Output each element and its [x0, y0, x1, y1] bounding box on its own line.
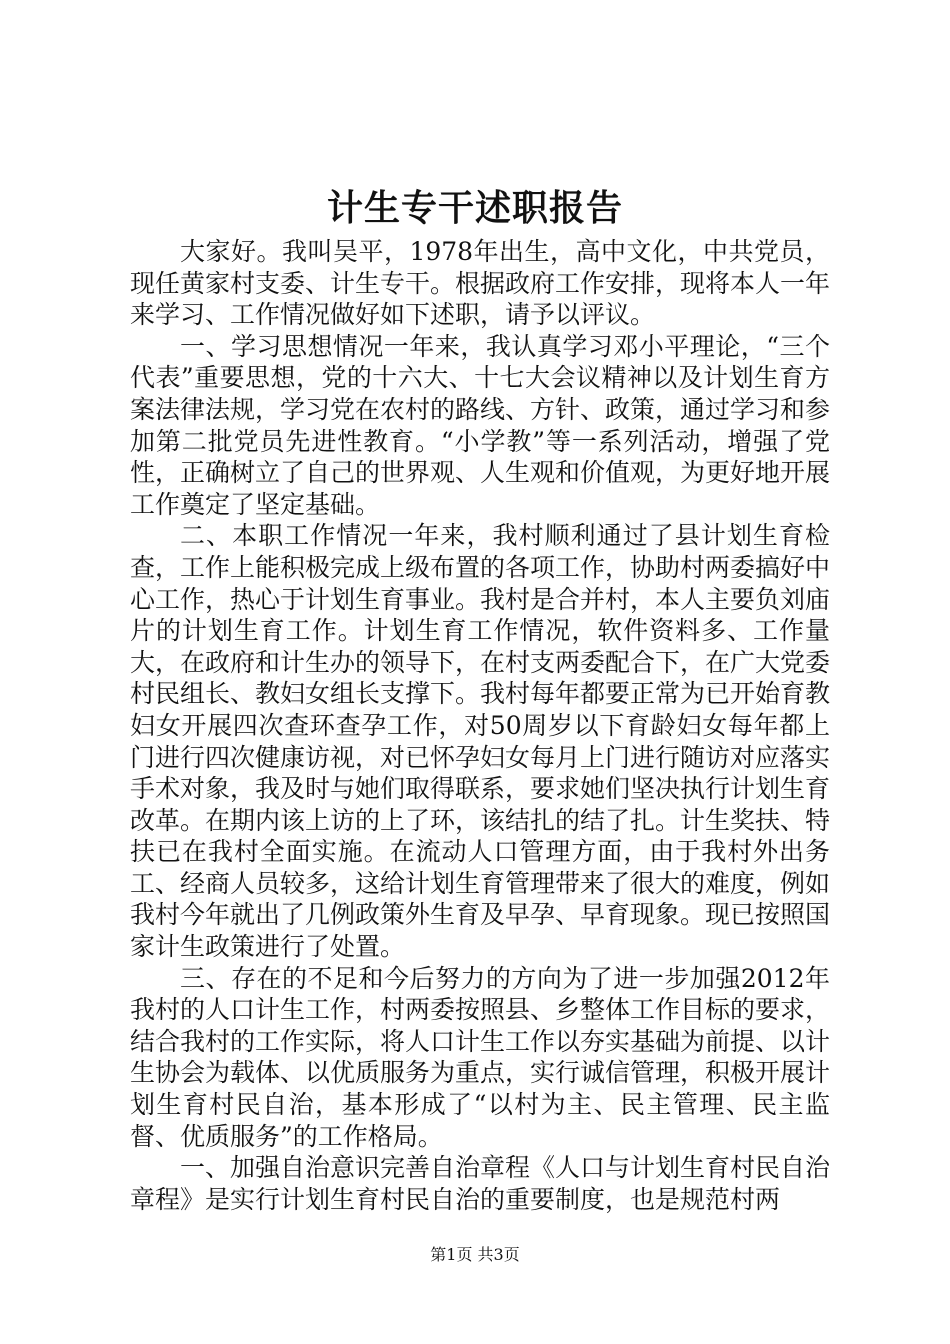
shortcomings-section-paragraph: 三、存在的不足和今后努力的方向为了进一步加强2012年我村的人口计生工作，村两委按照县、乡整体工作目标的要求，结合我村的工作实际，将人口计生工作以夯实基础为前提、以计生协会为载体、以优质服务为重点，实行诚信管理，积极开展计划生育村民自治，基本形成了“以村为主、民主管理、民主监督、优质服务”的工作格局。	[130, 963, 831, 1151]
work-section-paragraph: 二、本职工作情况一年来，我村顺利通过了县计划生育检查，工作上能积极完成上级布置的各项工作，协助村两委搞好中心工作，热心于计划生育事业。我村是合并村，本人主要负刘庙片的计划生育工作。计划生育工作情况，软件资料多、工作量大，在政府和计生办的领导下，在村支两委配合下，在广大党委村民组长、教妇女组长支撑下。我村每年都要正常为已开始育教妇女开展四次查环查孕工作，对50周岁以下育龄妇女每年都上门进行四次健康访视，对已怀孕妇女每月上门进行随访对应落实手术对象，我及时与她们取得联系，要求她们坚决执行计划生育改革。在期内该上访的上了环，该结扎的结了扎。计生奖扶、特扶已在我村全面实施。在流动人口管理方面，由于我村外出务工、经商人员较多，这给计划生育管理带来了很大的难度，例如我村今年就出了几例政策外生育及早孕、早育现象。现已按照国家计生政策进行了处置。	[130, 521, 831, 962]
autonomy-section-paragraph: 一、加强自治意识完善自治章程《人口与计划生育村民自治章程》是实行计划生育村民自治的重要制度，也是规范村两	[130, 1153, 831, 1214]
document-title: 计生专干述职报告	[326, 187, 623, 229]
page-footer: 第1页 共3页	[430, 1245, 520, 1264]
document-body	[130, 236, 830, 1215]
study-section-paragraph: 一、学习思想情况一年来，我认真学习邓小平理论，“三个代表”重要思想，党的十六大、十七大会议精神以及计划生育方案法律法规，学习党在农村的路线、方针、政策，通过学习和参加第二批党员先进性教育。“小学教”等一系列活动，增强了党性，正确树立了自己的世界观、人生观和价值观，为更好地开展工作奠定了坚定基础。	[130, 331, 831, 519]
intro-paragraph: 大家好。我叫吴平，1978年出生，高中文化，中共党员，现任黄家村支委、计生专干。根据政府工作安排，现将本人一年来学习、工作情况做好如下述职，请予以评议。	[130, 237, 831, 330]
